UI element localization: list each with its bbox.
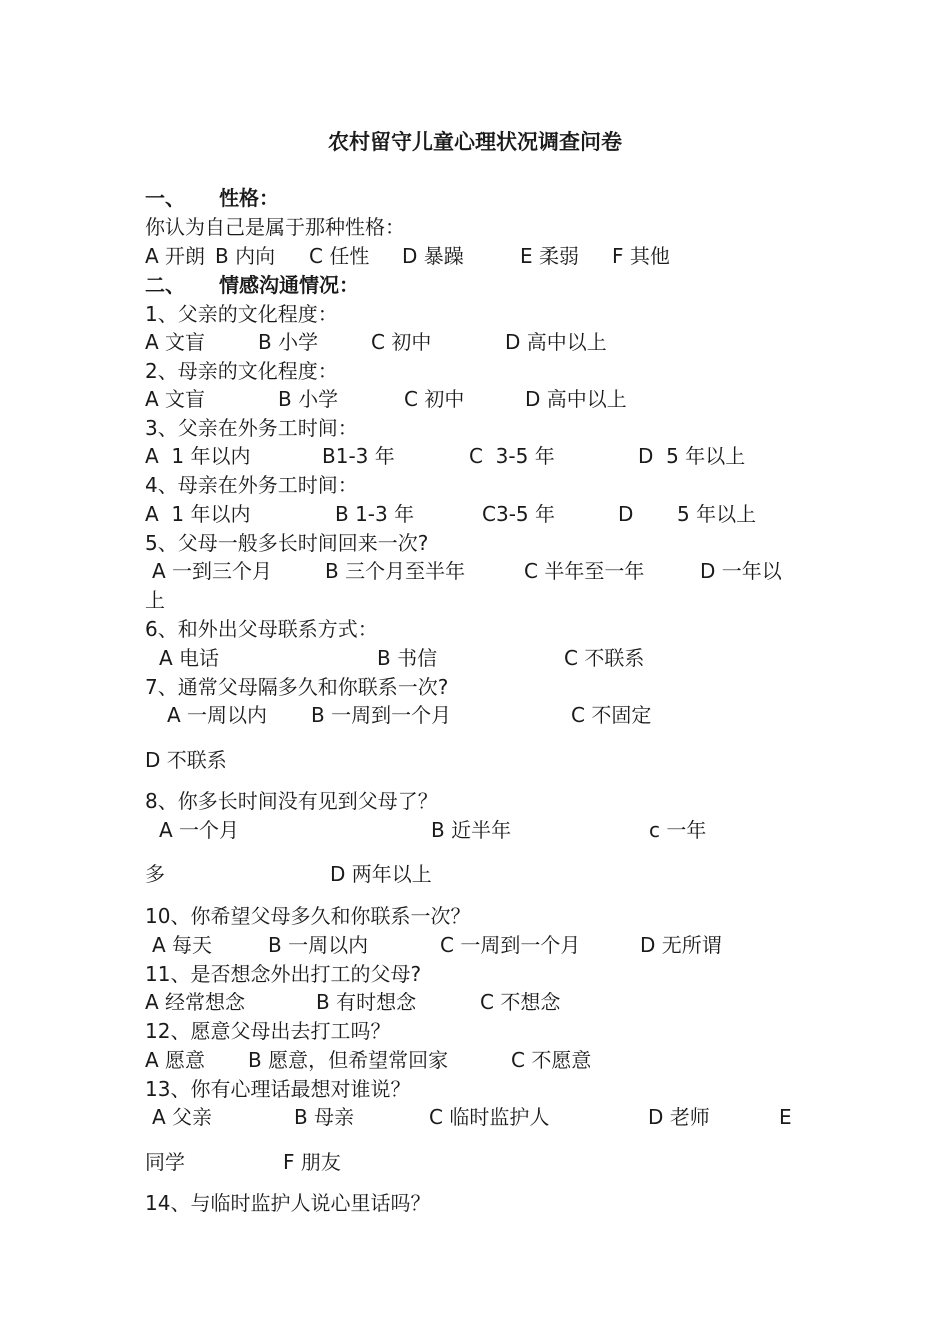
option-wrap: 多 — [145, 862, 165, 886]
option-wrap: 同学 — [145, 1150, 185, 1174]
option: B1-3 年 — [322, 444, 395, 468]
question-10: 10、你希望父母多久和你联系一次？ — [145, 904, 471, 928]
option: B 内向 — [215, 244, 276, 268]
option: D 无所谓 — [640, 933, 722, 957]
option: B 小学 — [278, 387, 339, 411]
option: D 一年以 — [700, 559, 782, 583]
option: C 临时监护人 — [429, 1105, 550, 1129]
option: A 一周以内 — [167, 703, 268, 727]
option: A 文盲 — [145, 330, 206, 354]
option: E 柔弱 — [520, 244, 579, 268]
question-12: 12、愿意父母出去打工吗？ — [145, 1019, 391, 1043]
question-5: 5、父母一般多长时间回来一次? — [145, 531, 429, 555]
question-6: 6、和外出父母联系方式： — [145, 617, 378, 641]
option: C3-5 年 — [482, 502, 555, 526]
option: B 一周到一个月 — [311, 703, 452, 727]
option: C 任性 — [309, 244, 370, 268]
option: A 开朗 — [145, 244, 206, 268]
option: A 1 年以内 — [145, 502, 251, 526]
question-2: 2、母亲的文化程度： — [145, 359, 338, 383]
option: C 不想念 — [480, 990, 561, 1014]
section-2-heading: 情感沟通情况： — [219, 273, 359, 297]
option: D — [618, 502, 634, 526]
option: D 两年以上 — [330, 862, 432, 886]
section-1-number: 一、 — [145, 186, 185, 210]
option: D 5 年以上 — [638, 444, 746, 468]
option: A 电话 — [159, 646, 220, 670]
question-7: 7、通常父母隔多久和你联系一次? — [145, 675, 449, 699]
option: D 高中以上 — [525, 387, 627, 411]
question-8: 8、你多长时间没有见到父母了？ — [145, 789, 438, 813]
option: C 3-5 年 — [469, 444, 555, 468]
option: C 一周到一个月 — [440, 933, 581, 957]
option: A 父亲 — [152, 1105, 213, 1129]
page-title: 农村留守儿童心理状况调查问卷 — [328, 130, 622, 154]
option-wrap: D 不联系 — [145, 748, 227, 772]
option: D 暴躁 — [402, 244, 464, 268]
option: B 一周以内 — [268, 933, 369, 957]
option: 5 年以上 — [677, 502, 757, 526]
option: A 每天 — [152, 933, 213, 957]
option: C 半年至一年 — [524, 559, 645, 583]
option: A 愿意 — [145, 1048, 206, 1072]
option: B 三个月至半年 — [325, 559, 466, 583]
option: A 文盲 — [145, 387, 206, 411]
option: B 母亲 — [294, 1105, 355, 1129]
section-1-question: 你认为自己是属于那种性格： — [145, 215, 405, 239]
question-4: 4、母亲在外务工时间： — [145, 473, 358, 497]
option: B 有时想念 — [316, 990, 417, 1014]
option: C 初中 — [371, 330, 432, 354]
option: B 近半年 — [431, 818, 512, 842]
option: E — [779, 1105, 792, 1129]
option: c 一年 — [649, 818, 707, 842]
option: B 小学 — [258, 330, 319, 354]
option: D 高中以上 — [505, 330, 607, 354]
section-1-heading: 性格： — [219, 186, 279, 210]
question-13: 13、你有心理话最想对谁说？ — [145, 1077, 411, 1101]
option: C 不固定 — [571, 703, 652, 727]
option: B 书信 — [377, 646, 438, 670]
option-wrap: 上 — [145, 588, 165, 612]
option: C 不愿意 — [511, 1048, 592, 1072]
option: A 一个月 — [159, 818, 240, 842]
question-3: 3、父亲在外务工时间： — [145, 416, 358, 440]
option: A 1 年以内 — [145, 444, 251, 468]
option: B 愿意，但希望常回家 — [248, 1048, 449, 1072]
question-11: 11、是否想念外出打工的父母? — [145, 962, 422, 986]
option: A 一到三个月 — [152, 559, 273, 583]
option: F 其他 — [612, 244, 670, 268]
option: C 初中 — [404, 387, 465, 411]
section-2-number: 二、 — [145, 273, 185, 297]
question-14: 14、与临时监护人说心里话吗？ — [145, 1191, 431, 1215]
option: D 老师 — [648, 1105, 710, 1129]
option: C 不联系 — [564, 646, 645, 670]
option: B 1-3 年 — [335, 502, 415, 526]
option: A 经常想念 — [145, 990, 246, 1014]
question-1: 1、父亲的文化程度： — [145, 302, 338, 326]
option: F 朋友 — [283, 1150, 341, 1174]
